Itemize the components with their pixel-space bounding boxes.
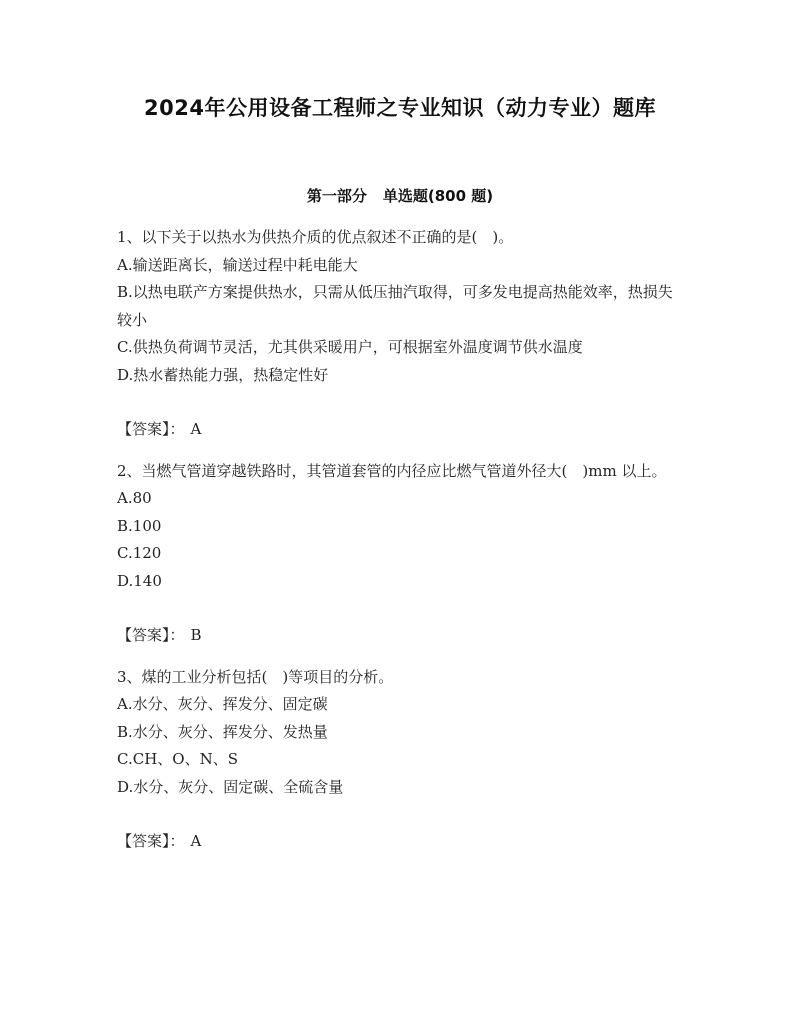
option-c: C.供热负荷调节灵活，尤其供采暖用户，可根据室外温度调节供水温度 bbox=[117, 338, 583, 356]
section-heading bbox=[0, 185, 800, 206]
answer-label: 【答案】： bbox=[117, 832, 185, 850]
answer-label: 【答案】： bbox=[117, 420, 185, 438]
option-c: C.120 bbox=[117, 544, 162, 562]
answer-label: 【答案】： bbox=[117, 626, 185, 644]
option-d: D.热水蓄热能力强，热稳定性好 bbox=[117, 365, 329, 384]
option-a: A.水分、灰分、挥发分、固定碳 bbox=[117, 695, 328, 713]
answer-line bbox=[117, 622, 687, 650]
question-2 bbox=[117, 458, 687, 650]
question-3 bbox=[117, 664, 687, 856]
option-b: B.100 bbox=[117, 516, 162, 535]
option-d: D.水分、灰分、固定碳、全硫含量 bbox=[117, 777, 344, 796]
answer-value: A bbox=[190, 420, 202, 438]
option-c: C.CH、O、N、S bbox=[117, 750, 238, 768]
document-title: 2024年公用设备工程师之专业知识（动力专业）题库 bbox=[144, 96, 656, 120]
question-1 bbox=[117, 224, 687, 444]
question-stem: 3、煤的工业分析包括( )等项目的分析。 bbox=[117, 667, 394, 686]
option-a: A.80 bbox=[117, 489, 152, 507]
option-b: B.以热电联产方案提供热水，只需从低压抽汽取得，可多发电提高热能效率，热损失较小 bbox=[117, 283, 673, 329]
answer-value: A bbox=[190, 832, 202, 850]
question-stem: 1、以下关于以热水为供热介质的优点叙述不正确的是( )。 bbox=[117, 228, 514, 246]
question-list bbox=[117, 224, 687, 870]
answer-line bbox=[117, 416, 687, 444]
question-stem: 2、当燃气管道穿越铁路时，其管道套管的内径应比燃气管道外径大( )mm 以上。 bbox=[117, 461, 667, 480]
section-name: 单选题(800 题) bbox=[382, 187, 494, 205]
section-part: 第一部分 bbox=[306, 187, 367, 205]
option-a: A.输送距离长，输送过程中耗电能大 bbox=[117, 255, 358, 274]
option-b: B.水分、灰分、挥发分、发热量 bbox=[117, 722, 328, 741]
option-d: D.140 bbox=[117, 571, 162, 590]
answer-line bbox=[117, 828, 687, 856]
answer-value: B bbox=[190, 626, 202, 644]
